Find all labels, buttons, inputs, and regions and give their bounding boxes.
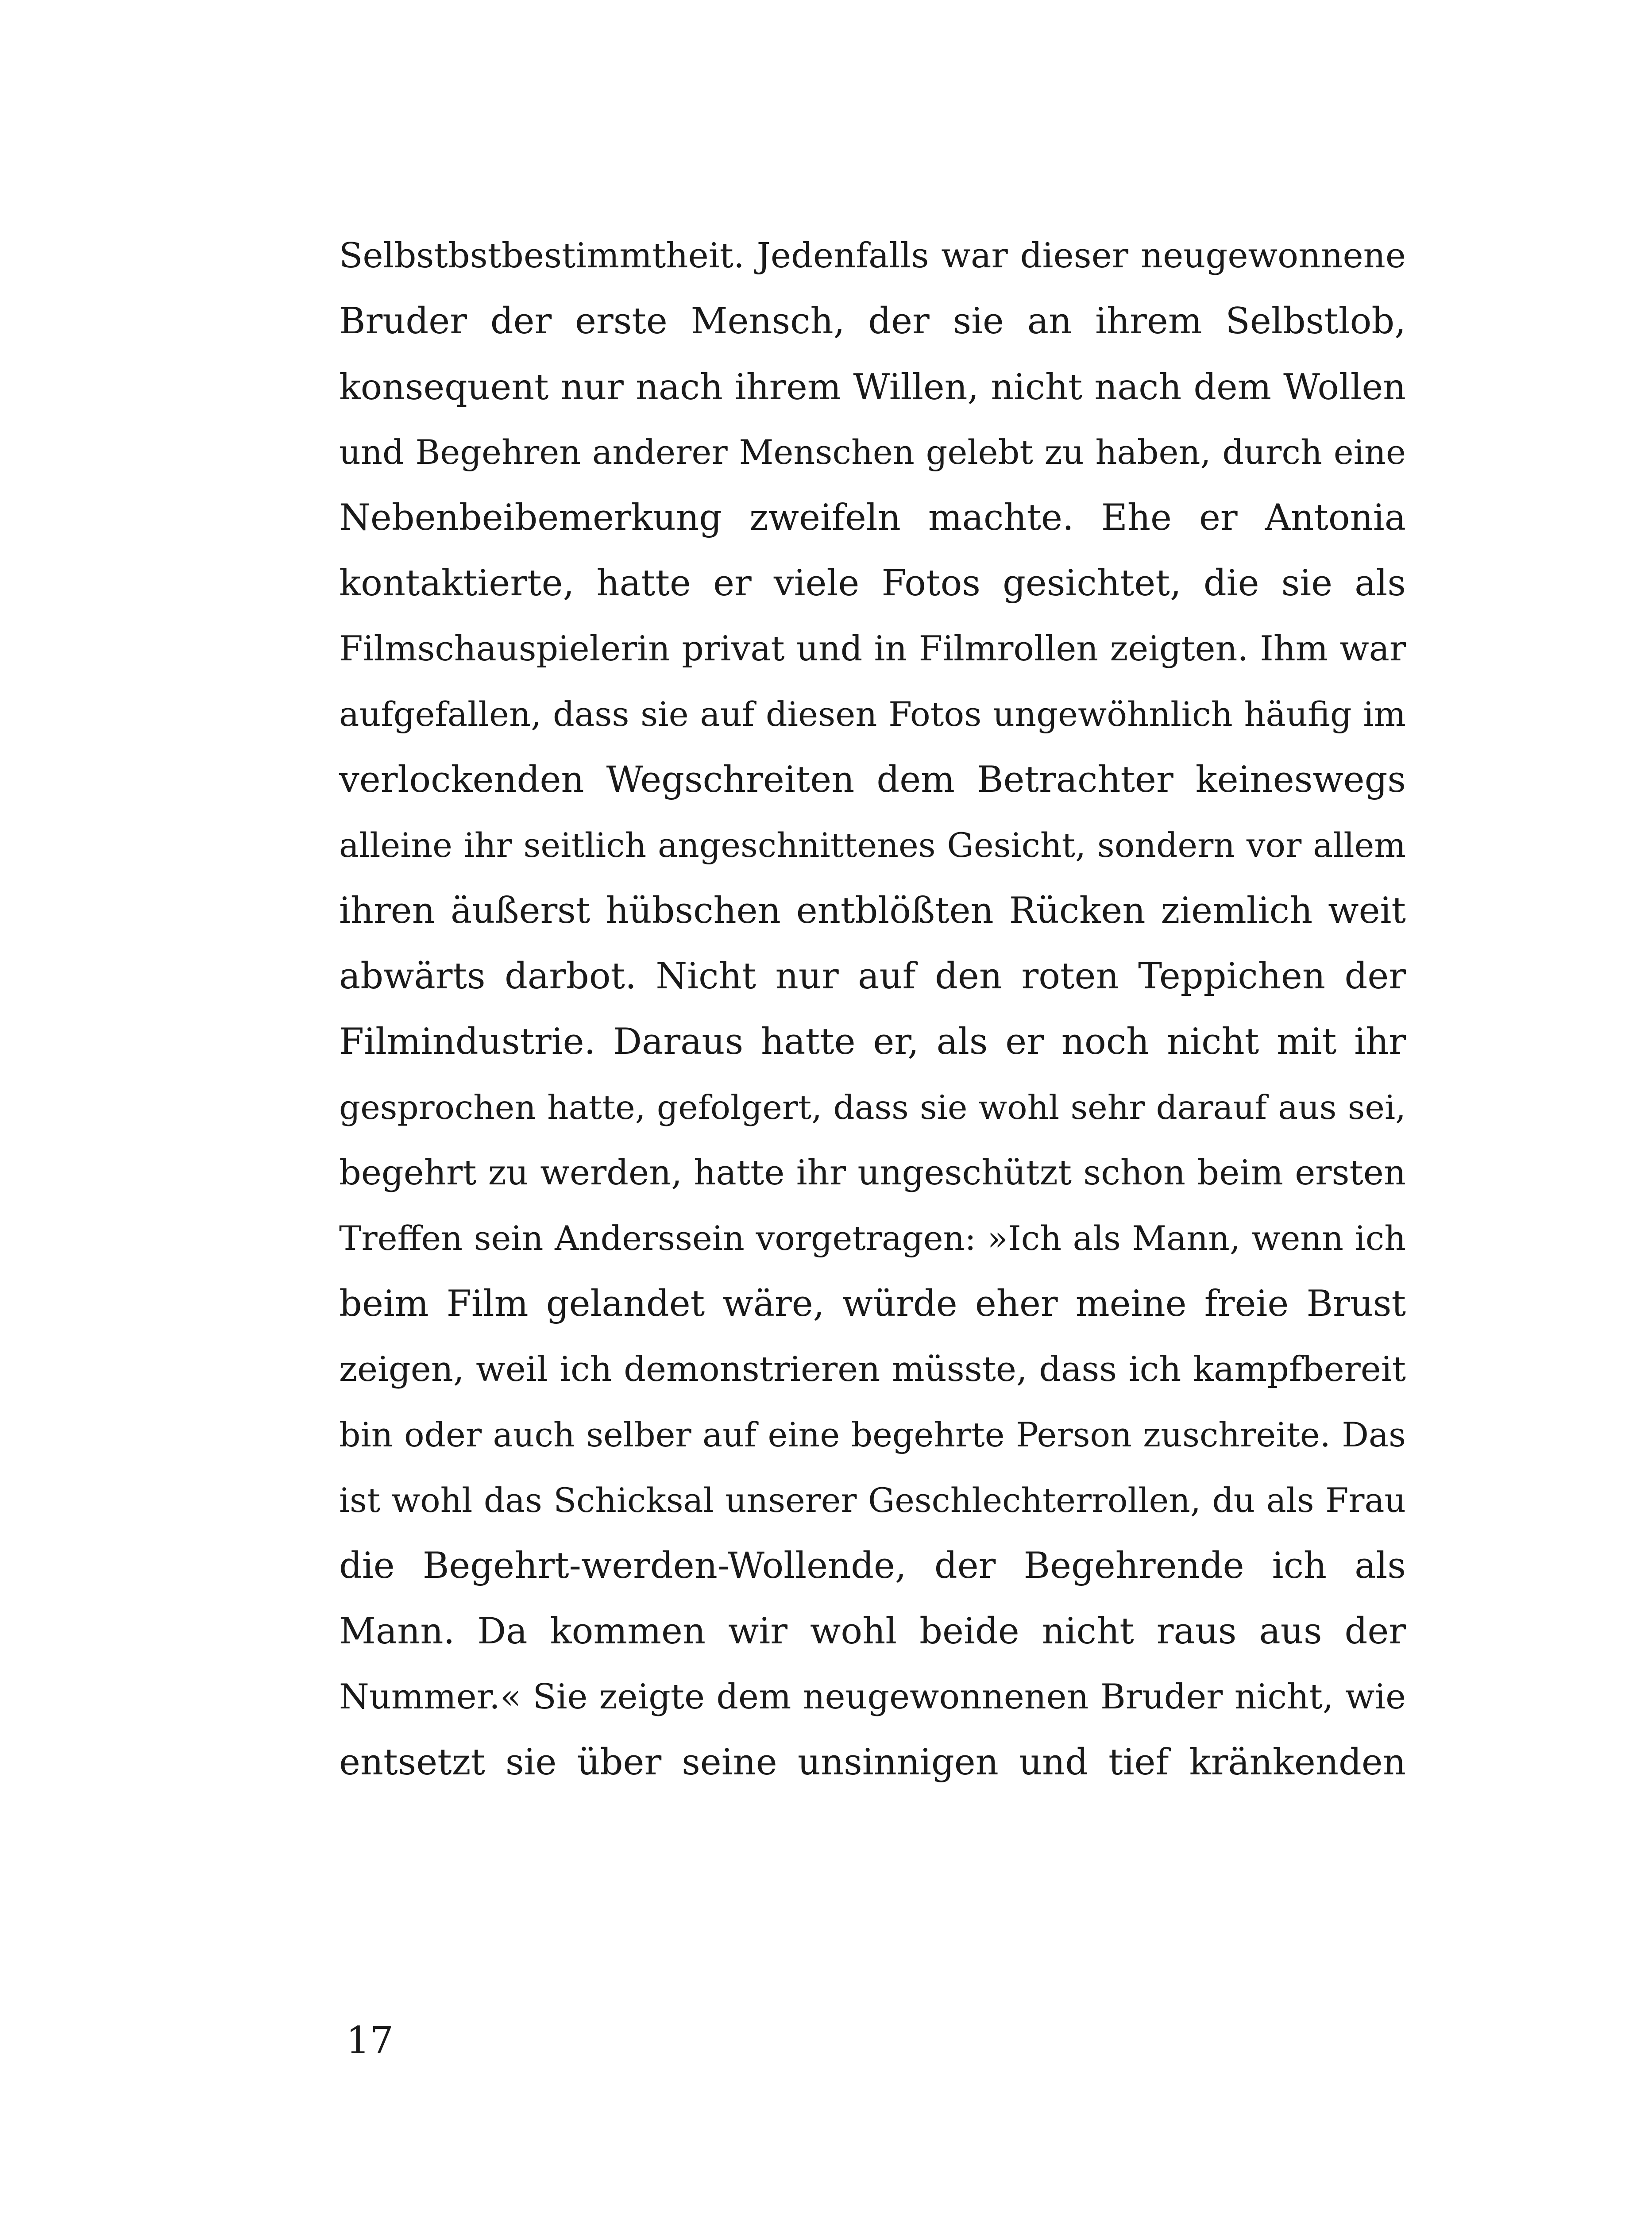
text-line: Treffen sein Anderssein vorgetragen: »Ich als Mann, wenn ich: [339, 1219, 1406, 1258]
text-line: Nummer.« Sie zeigte dem neugewonnenen Bruder nicht, wie: [339, 1677, 1406, 1717]
text-line: bin oder auch selber auf eine begehrte Person zuschreite. Das: [339, 1415, 1406, 1454]
text-line: ihren äußerst hübschen entblößten Rücken ziemlich weit: [339, 890, 1406, 932]
text-line: und Begehren anderer Menschen gelebt zu haben, durch eine: [339, 432, 1406, 472]
body-text: [339, 223, 1406, 1795]
text-line: beim Film gelandet wäre, würde eher meine freie Brust: [339, 1283, 1406, 1325]
text-line: Bruder der erste Mensch, der sie an ihrem Selbstlob,: [339, 301, 1406, 342]
page-number: 17: [346, 2019, 394, 2062]
text-line: Selbstbstbestimmtheit. Jedenfalls war dieser neugewonnene: [339, 236, 1406, 276]
text-line: zeigen, weil ich demonstrieren müsste, dass ich kampfbereit: [339, 1349, 1406, 1389]
text-line: Filmschauspielerin privat und in Filmrollen zeigten. Ihm war: [339, 629, 1406, 669]
text-line: ist wohl das Schicksal unserer Geschlechterrollen, du als Frau: [339, 1481, 1406, 1520]
text-line: begehrt zu werden, hatte ihr ungeschützt schon beim ersten: [339, 1153, 1406, 1193]
text-line: entsetzt sie über seine unsinnigen und tief kränkenden: [339, 1742, 1406, 1783]
text-line: verlockenden Wegschreiten dem Betrachter keineswegs: [339, 759, 1406, 801]
text-line: abwärts darbot. Nicht nur auf den roten Teppichen der: [339, 956, 1406, 997]
text-line: gesprochen hatte, gefolgert, dass sie wohl sehr darauf aus sei,: [339, 1088, 1406, 1127]
text-line: aufgefallen, dass sie auf diesen Fotos ungewöhnlich häufig im: [339, 694, 1406, 734]
text-line: Mann. Da kommen wir wohl beide nicht raus aus der: [339, 1611, 1406, 1652]
text-line: konsequent nur nach ihrem Willen, nicht nach dem Wollen: [339, 366, 1406, 408]
text-line: Filmindustrie. Daraus hatte er, als er noch nicht mit ihr: [339, 1021, 1406, 1063]
text-line: Nebenbeibemerkung zweifeln machte. Ehe er Antonia: [339, 497, 1406, 539]
text-line: alleine ihr seitlich angeschnittenes Gesicht, sondern vor allem: [339, 826, 1406, 865]
text-line: die Begehrt-werden-Wollende, der Begehrende ich als: [339, 1545, 1406, 1587]
text-line: kontaktierte, hatte er viele Fotos gesichtet, die sie als: [339, 563, 1406, 604]
